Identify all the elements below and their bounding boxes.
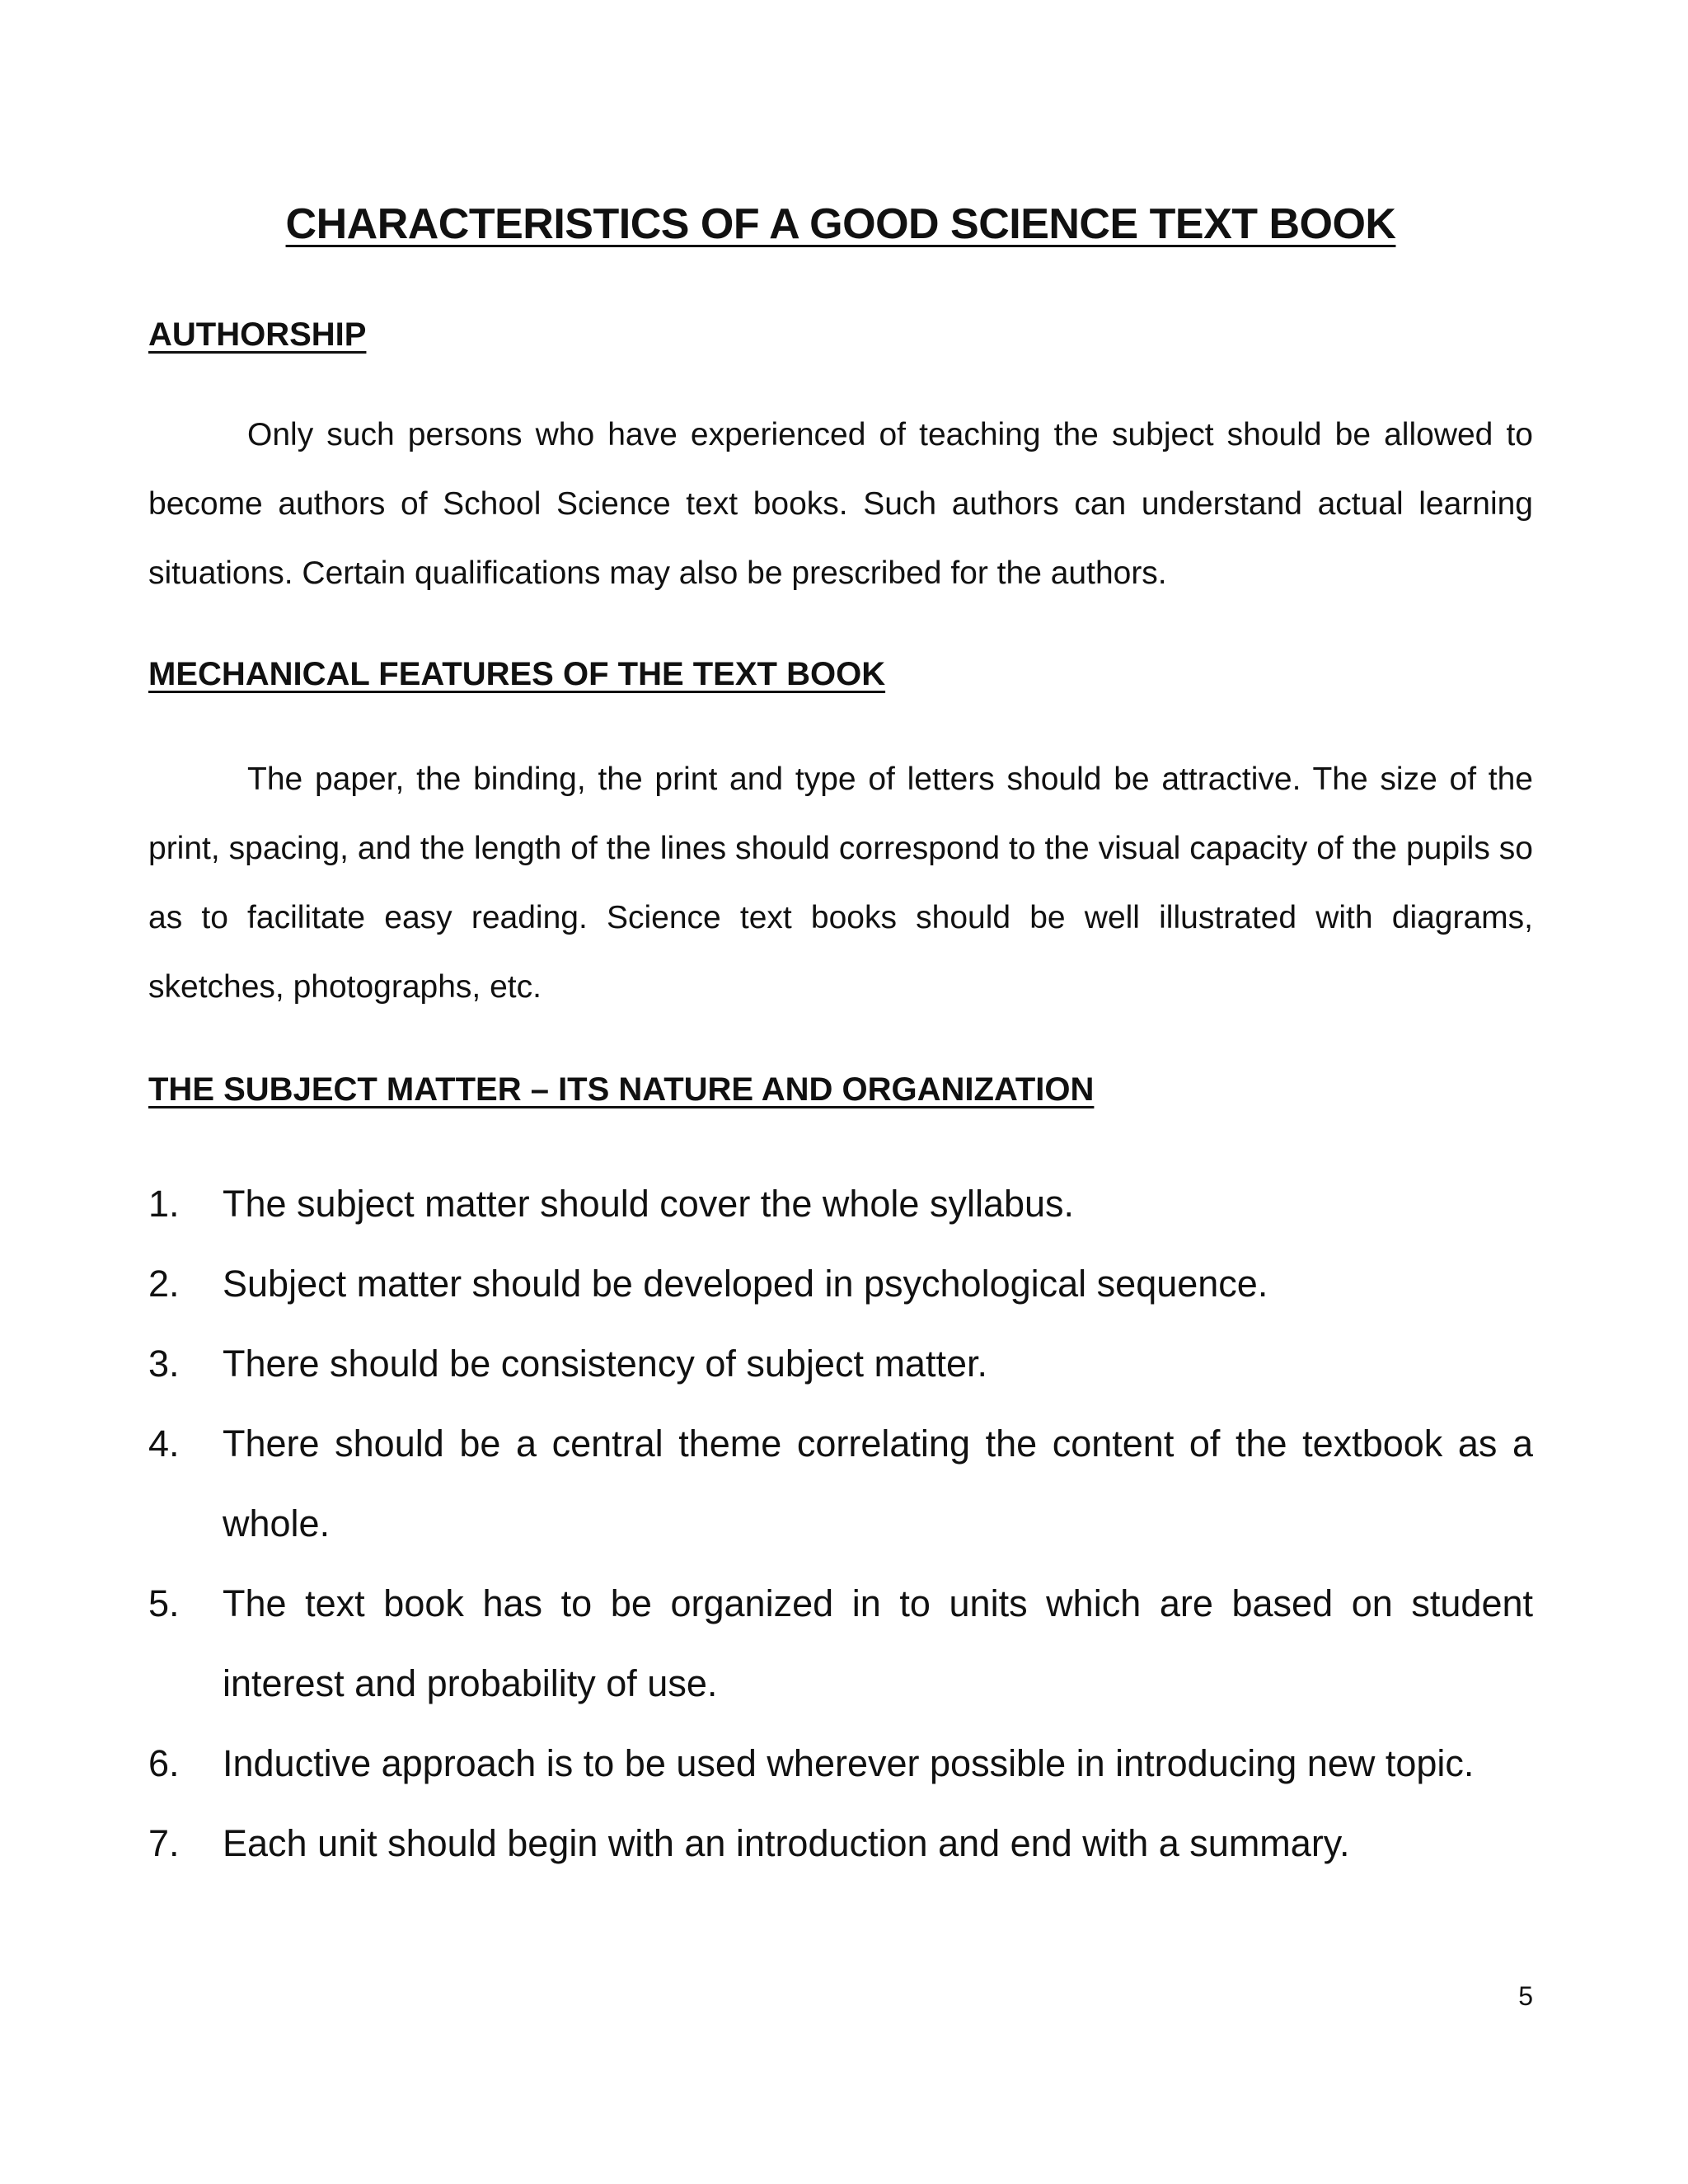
list-item-number: 7. xyxy=(148,1822,180,1864)
list-item xyxy=(148,1803,1533,1883)
list-item xyxy=(148,1723,1533,1803)
page-number: 5 xyxy=(1518,1981,1533,2011)
list-item-number: 4. xyxy=(148,1422,180,1465)
list-item xyxy=(148,1164,1533,1244)
list-item-text: Each unit should begin with an introduction and end with a summary. xyxy=(223,1822,1350,1864)
list-item-text: The text book has to be organized in to units which are based on student interest and probability of use. xyxy=(223,1582,1533,1704)
list-item-number: 1. xyxy=(148,1183,180,1225)
section-heading-mechanical-features: MECHANICAL FEATURES OF THE TEXT BOOK xyxy=(148,656,886,692)
document-page xyxy=(148,0,1533,2184)
list-item xyxy=(148,1324,1533,1404)
list-item xyxy=(148,1404,1533,1563)
list-item-number: 6. xyxy=(148,1742,180,1784)
list-item xyxy=(148,1244,1533,1324)
list-item-text: There should be consistency of subject matter. xyxy=(223,1343,987,1385)
list-item-number: 3. xyxy=(148,1343,180,1385)
list-item-text: The subject matter should cover the whole syllabus. xyxy=(223,1183,1075,1225)
section-heading-authorship: AUTHORSHIP xyxy=(148,316,367,353)
list-item-text: Inductive approach is to be used wherever possible in introducing new topic. xyxy=(223,1742,1475,1784)
list-item-text: Subject matter should be developed in psychological sequence. xyxy=(223,1263,1268,1305)
list-item-number: 5. xyxy=(148,1582,180,1624)
paragraph-authorship: Only such persons who have experienced of teaching the subject should be allowed to become authors of School Science text books. Such authors can understand actual learning situations. Certain qualifications may also be prescribed for the authors. xyxy=(148,417,1533,591)
list-item xyxy=(148,1563,1533,1723)
list-item-text: There should be a central theme correlating the content of the textbook as a whole. xyxy=(223,1422,1533,1544)
list-item-number: 2. xyxy=(148,1263,180,1305)
section-heading-subject-matter: THE SUBJECT MATTER – ITS NATURE AND ORGANIZATION xyxy=(148,1071,1095,1108)
page-title: CHARACTERISTICS OF A GOOD SCIENCE TEXT BOOK xyxy=(285,200,1396,248)
paragraph-mechanical-features: The paper, the binding, the print and type of letters should be attractive. The size of the print, spacing, and the length of the lines should correspond to the visual capacity of the pupils so as to facilitate easy reading. Science text books should be well illustrated with diagrams, sketches, photographs, etc. xyxy=(148,762,1533,1005)
subject-matter-list xyxy=(148,1164,1533,1883)
